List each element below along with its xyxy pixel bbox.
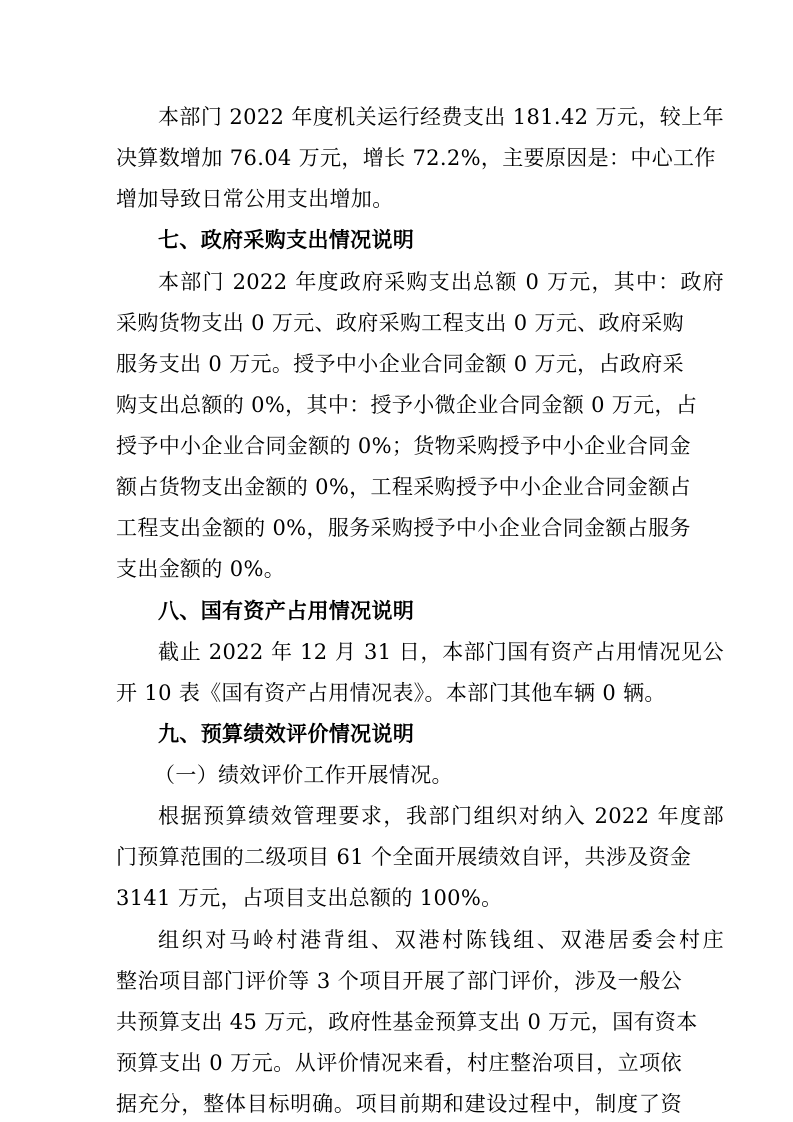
paragraph-line: 共预算支出 45 万元，政府性基金预算支出 0 万元，国有资本 <box>116 1010 698 1034</box>
paragraph-line: 整治项目部门评价等 3 个项目开展了部门评价，涉及一般公 <box>116 969 682 993</box>
paragraph-line: 购支出总额的 0%，其中：授予小微企业合同金额 0 万元，占 <box>116 393 698 417</box>
section-heading-7: 七、政府采购支出情况说明 <box>158 228 415 252</box>
paragraph-line: 本部门 2022 年度机关运行经费支出 181.42 万元，较上年 <box>158 105 724 129</box>
paragraph-line: 门预算范围的二级项目 61 个全面开展绩效自评，共涉及资金 <box>116 845 692 869</box>
subsection-heading: （一）绩效评价工作开展情况。 <box>154 763 453 787</box>
paragraph-line: 根据预算绩效管理要求，我部门组织对纳入 2022 年度部 <box>158 804 724 828</box>
paragraph-line: 决算数增加 76.04 万元，增长 72.2%，主要原因是：中心工作 <box>116 146 716 170</box>
paragraph-line: 本部门 2022 年度政府采购支出总额 0 万元，其中：政府 <box>158 270 724 294</box>
paragraph-line: 采购货物支出 0 万元、政府采购工程支出 0 万元、政府采购 <box>116 311 684 335</box>
paragraph-line: 组织对马岭村港背组、双港村陈钱组、双港居委会村庄 <box>158 928 724 952</box>
paragraph-line: 工程支出金额的 0%，服务采购授予中小企业合同金额占服务 <box>116 516 691 540</box>
paragraph-line: 服务支出 0 万元。授予中小企业合同金额 0 万元，占政府采 <box>116 352 684 376</box>
paragraph-line: 预算支出 0 万元。从评价情况来看，村庄整治项目，立项依 <box>116 1051 682 1075</box>
paragraph-line: 支出金额的 0%。 <box>116 557 286 581</box>
section-heading-9: 九、预算绩效评价情况说明 <box>158 722 415 746</box>
paragraph-line: 3141 万元，占项目支出总额的 100%。 <box>116 886 503 910</box>
paragraph-line: 增加导致日常公用支出增加。 <box>116 187 394 211</box>
paragraph-line: 据充分，整体目标明确。项目前期和建设过程中，制度了资 <box>116 1092 682 1116</box>
section-heading-8: 八、国有资产占用情况说明 <box>158 599 415 623</box>
paragraph-line: 授予中小企业合同金额的 0%；货物采购授予中小企业合同金 <box>116 434 691 458</box>
paragraph-line: 开 10 表《国有资产占用情况表》。本部门其他车辆 0 辆。 <box>116 681 666 705</box>
paragraph-line: 额占货物支出金额的 0%，工程采购授予中小企业合同金额占 <box>116 475 691 499</box>
paragraph-line: 截止 2022 年 12 月 31 日，本部门国有资产占用情况见公 <box>158 640 724 664</box>
